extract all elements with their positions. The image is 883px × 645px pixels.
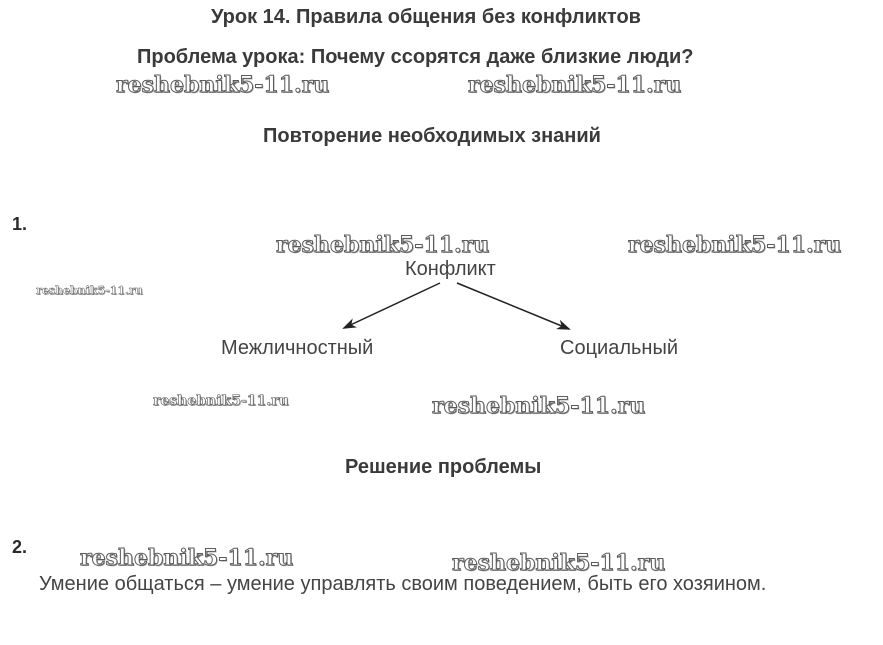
section-solution-heading: Решение проблемы (345, 456, 542, 478)
watermark-1: reshebnik5-11.ru (116, 72, 330, 98)
arrow-to-social (457, 283, 569, 329)
watermark-4: reshebnik5-11.ru (628, 232, 842, 258)
diagram-node-social: Социальный (560, 337, 678, 359)
diagram-node-conflict: Конфликт (405, 258, 496, 280)
watermark-7: reshebnik5-11.ru (432, 393, 646, 419)
task-2-answer: Умение общаться – умение управлять своим поведением, быть его хозяином. (39, 573, 767, 595)
watermark-6: reshebnik5-11.ru (153, 393, 289, 409)
diagram-node-interpersonal: Межличностный (221, 337, 374, 359)
lesson-problem: Проблема урока: Почему ссорятся даже близкие люди? (137, 46, 694, 68)
task-1-number: 1. (12, 214, 28, 234)
section-review-heading: Повторение необходимых знаний (263, 125, 601, 147)
arrow-to-interpersonal (344, 283, 440, 328)
task-2-number: 2. (12, 537, 28, 557)
lesson-title: Урок 14. Правила общения без конфликтов (211, 6, 641, 28)
watermark-3: reshebnik5-11.ru (276, 232, 490, 258)
watermark-8: reshebnik5-11.ru (80, 545, 294, 571)
watermark-2: reshebnik5-11.ru (468, 72, 682, 98)
watermark-5: reshebnik5-11.ru (36, 284, 143, 297)
watermark-9: reshebnik5-11.ru (452, 550, 666, 576)
